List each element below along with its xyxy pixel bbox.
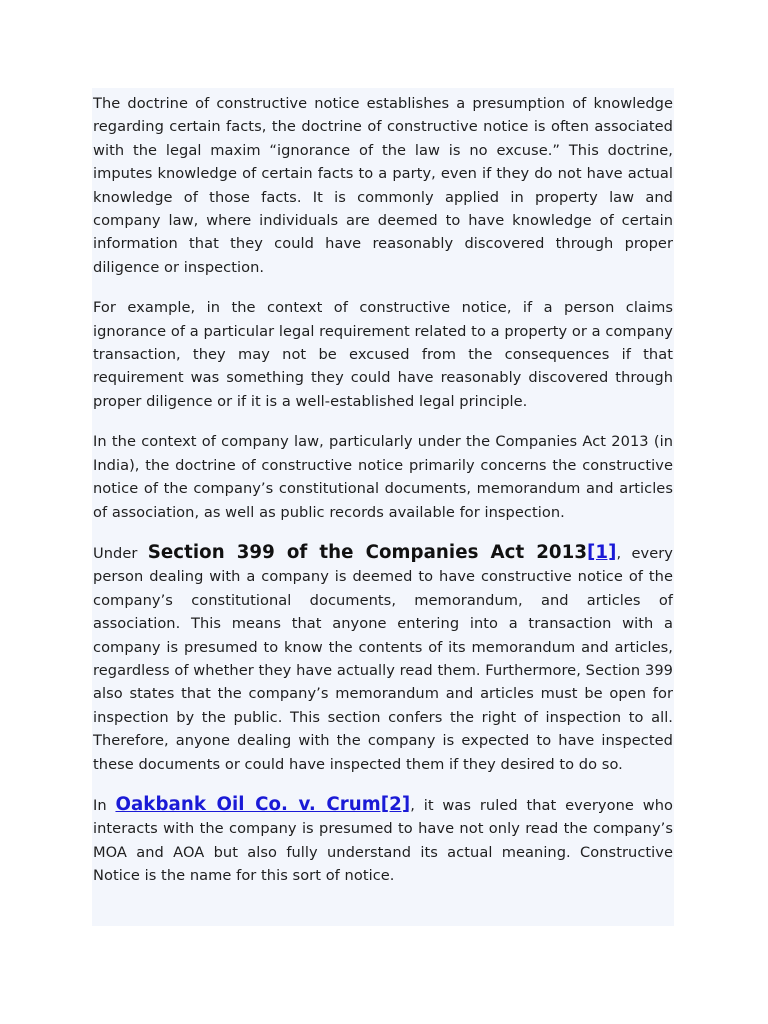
paragraph-company-law-context: In the context of company law, particularly under the Companies Act 2013 (in India), the doctrine of constructive notice primarily concerns the constructive notice of the company’s constitutional documents, memorandum and articles of association, as well as public records available for inspection.: [93, 433, 673, 521]
paragraph-section-399: [93, 541, 673, 776]
paragraph-oakbank-case: [93, 793, 673, 888]
section-399-lead-text: Under: [93, 544, 148, 562]
oakbank-case-link[interactable]: Oakbank Oil Co. v. Crum[2]: [115, 793, 411, 815]
footnote-link-1[interactable]: [1]: [587, 541, 617, 563]
section-399-heading: Section 399 of the Companies Act 2013: [147, 541, 588, 563]
section-399-body-text: , every person dealing with a company is deemed to have constructive notice of the company’s constitutional documents, memorandum, and articles of association. This means that anyone entering into a transaction with a company is presumed to know the contents of its memorandum and articles, regardless of whether they have actually read them. Furthermore, Section 399 also states that the company’s memorandum and articles must be open for inspection by the public. This section confers the right of inspection to all. Therefore, anyone dealing with the company is expected to have inspected these documents or could have inspected them if they desired to do so.: [93, 544, 673, 773]
paragraph-doctrine-intro: The doctrine of constructive notice establishes a presumption of knowledge regarding certain facts, the doctrine of constructive notice is often associated with the legal maxim “ignorance of the law is no excuse.” This doctrine, imputes knowledge of certain facts to a party, even if they do not have actual knowledge of those facts. It is commonly applied in property law and company law, where individuals are deemed to have knowledge of certain information that they could have reasonably discovered through proper diligence or inspection.: [93, 95, 673, 276]
paragraph-example: For example, in the context of constructive notice, if a person claims ignorance of a particular legal requirement related to a property or a company transaction, they may not be excused from the consequences if that requirement was something they could have reasonably discovered through proper diligence or if it is a well-established legal principle.: [93, 299, 673, 410]
oakbank-body-text: , it was ruled that everyone who interacts with the company is presumed to have not only read the company’s MOA and AOA but also fully understand its actual meaning. Constructive Notice is the name for this sort of notice.: [93, 796, 674, 885]
document-body: [92, 88, 674, 926]
oakbank-lead-text: In: [93, 796, 116, 814]
